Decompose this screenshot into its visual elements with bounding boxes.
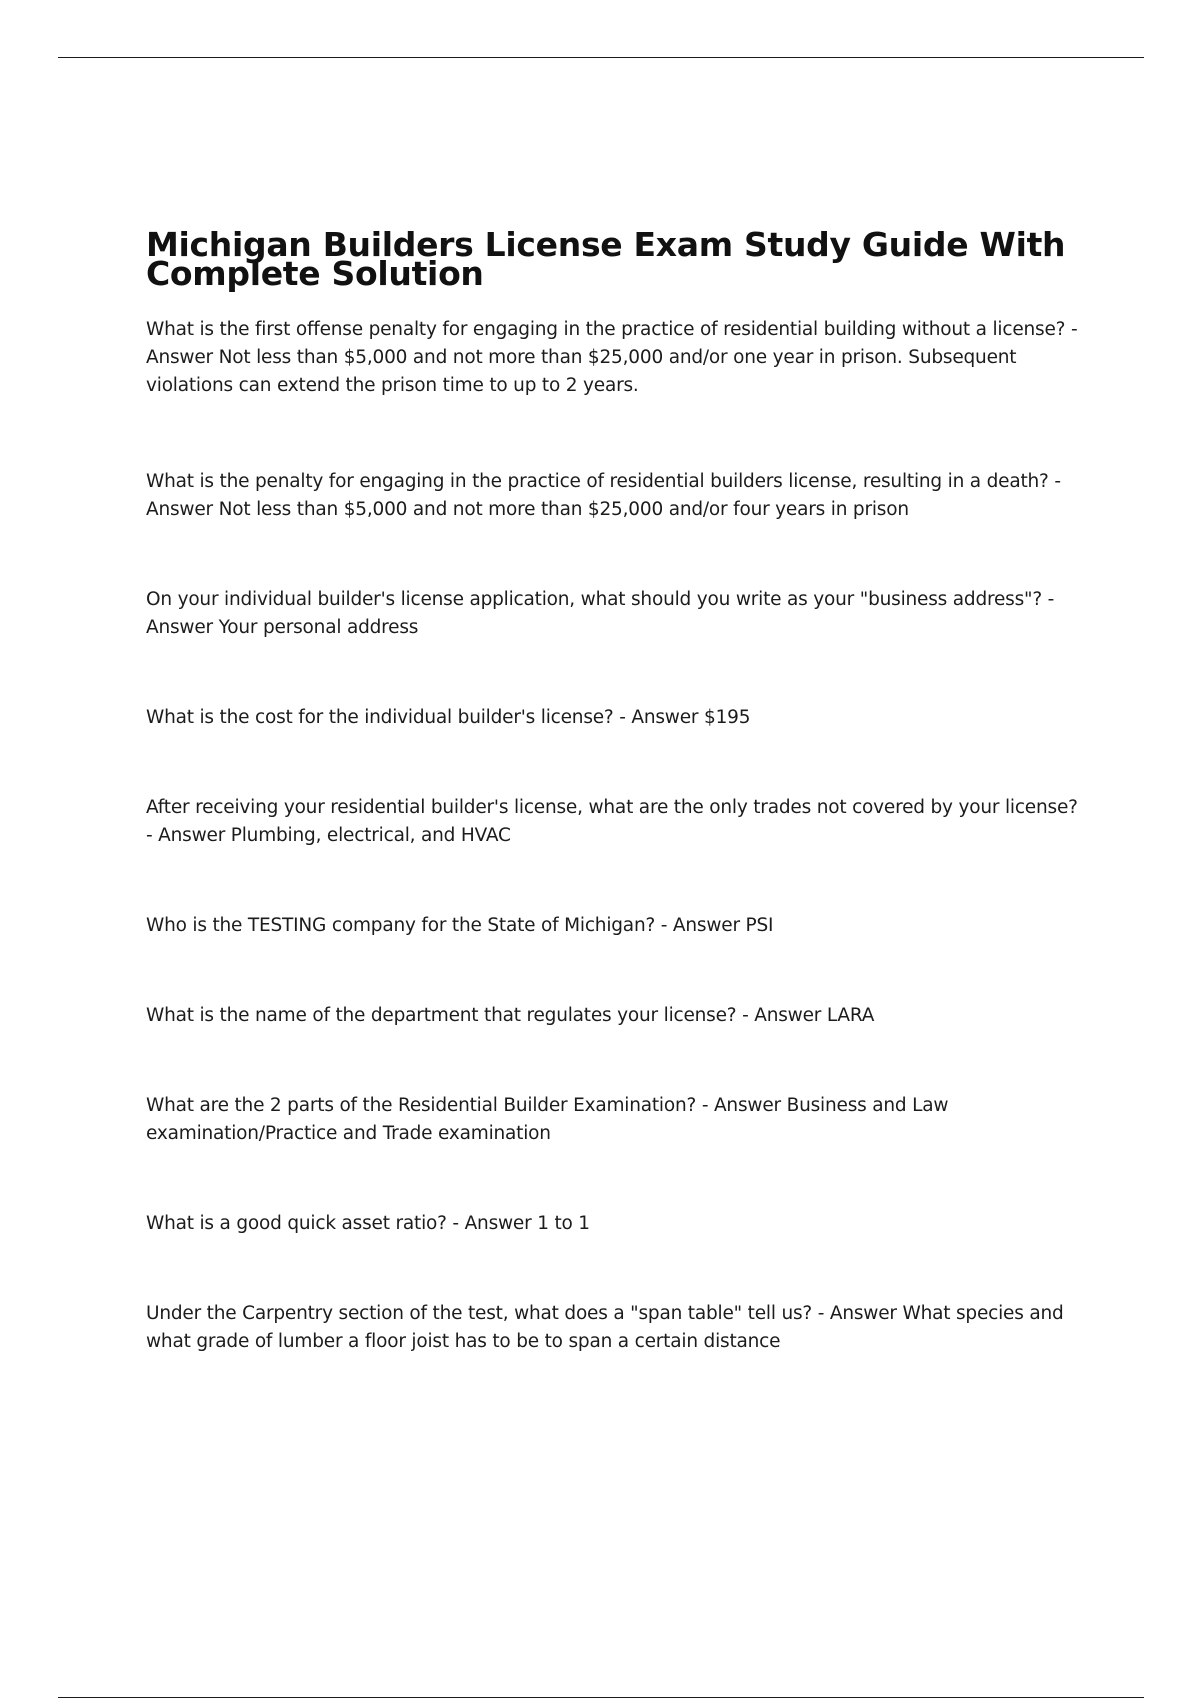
qa-item: What is the cost for the individual builder's license? - Answer $195 [146, 707, 751, 728]
qa-item: What are the 2 parts of the Residential Builder Examination? - Answer Business and Law examination/Practice and Trade examination [146, 1095, 949, 1144]
qa-item: On your individual builder's license application, what should you write as your "business address"? - Answer Your personal address [146, 589, 1055, 638]
qa-item: What is the first offense penalty for engaging in the practice of residential building without a license? - Answer Not less than $5,000 and not more than $25,000 and/or one year in prison. Subsequent violations can extend the prison time to up to 2 years. [146, 319, 1078, 396]
document-body [146, 225, 1086, 1356]
document-title: Michigan Builders License Exam Study Guide With Complete Solution [146, 225, 1066, 293]
qa-item: Under the Carpentry section of the test, what does a "span table" tell us? - Answer What species and what grade of lumber a floor joist has to be to span a certain distance [146, 1303, 1064, 1352]
qa-list [146, 316, 1086, 1356]
qa-item: What is the penalty for engaging in the practice of residential builders license, resulting in a death? - Answer Not less than $5,000 and not more than $25,000 and/or four years in prison [146, 471, 1061, 520]
qa-item: Who is the TESTING company for the State of Michigan? - Answer PSI [146, 915, 774, 936]
qa-item: What is the name of the department that regulates your license? - Answer LARA [146, 1005, 875, 1026]
top-divider [58, 57, 1144, 58]
qa-item: After receiving your residential builder's license, what are the only trades not covered by your license? - Answer Plumbing, electrical, and HVAC [146, 797, 1078, 846]
bottom-divider [58, 1697, 1144, 1698]
qa-item: What is a good quick asset ratio? - Answer 1 to 1 [146, 1213, 590, 1234]
